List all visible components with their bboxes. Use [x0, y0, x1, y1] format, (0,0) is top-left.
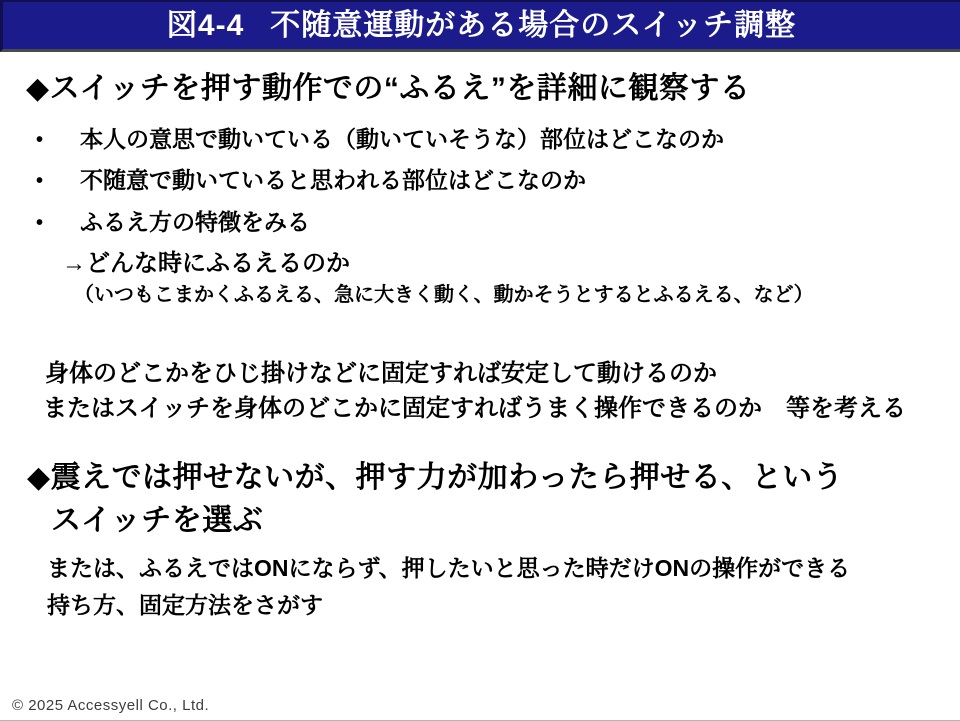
bullet-text-1: 本人の意思で動いている（動いていそうな）部位はどこなのか [80, 126, 724, 152]
figure-number: 図4-4 [166, 8, 245, 42]
section2-body-line-2: 持ち方、固定方法をさがす [47, 592, 323, 618]
parenthetical-note: （いつもこまかくふるえる、急に大きく動く、動かそうとするとふるえる、など） [74, 284, 814, 306]
bullet-text-2: 不随意で動いていると思われる部位はどこなのか [80, 167, 586, 193]
slide-title: 不随意運動がある場合のスイッチ調整 [270, 8, 797, 42]
section1-heading: ◆スイッチを押す動作での“ふるえ”を詳細に観察する [26, 72, 751, 105]
bullet-icon: • [36, 129, 44, 151]
arrow-subline: →どんな時にふるえるのか [62, 250, 350, 277]
slide-title-bar [0, 0, 960, 52]
paragraph-line-1: 身体のどこかをひじ掛けなどに固定すれば安定して動けるのか [45, 360, 717, 387]
copyright-notice: © 2025 Accessyell Co., Ltd. [12, 697, 210, 714]
section2-body-line-1: または、ふるえではONにならず、押したいと思った時だけONの操作ができる [47, 555, 851, 581]
paragraph-line-2: またはスイッチを身体のどこかに固定すればうまく操作できるのか 等を考える [43, 395, 907, 422]
bullet-item-3 [36, 209, 310, 237]
bullet-icon: • [36, 170, 44, 192]
bullet-item-2 [36, 167, 586, 195]
bullet-item-1 [36, 126, 724, 154]
section2-heading-line-2: スイッチを選ぶ [51, 504, 264, 537]
section2-heading-line-1: ◆震えでは押せないが、押す力が加わったら押せる、という [27, 461, 844, 494]
bullet-text-3: ふるえ方の特徴をみる [80, 209, 310, 235]
bullet-icon: • [36, 212, 44, 234]
